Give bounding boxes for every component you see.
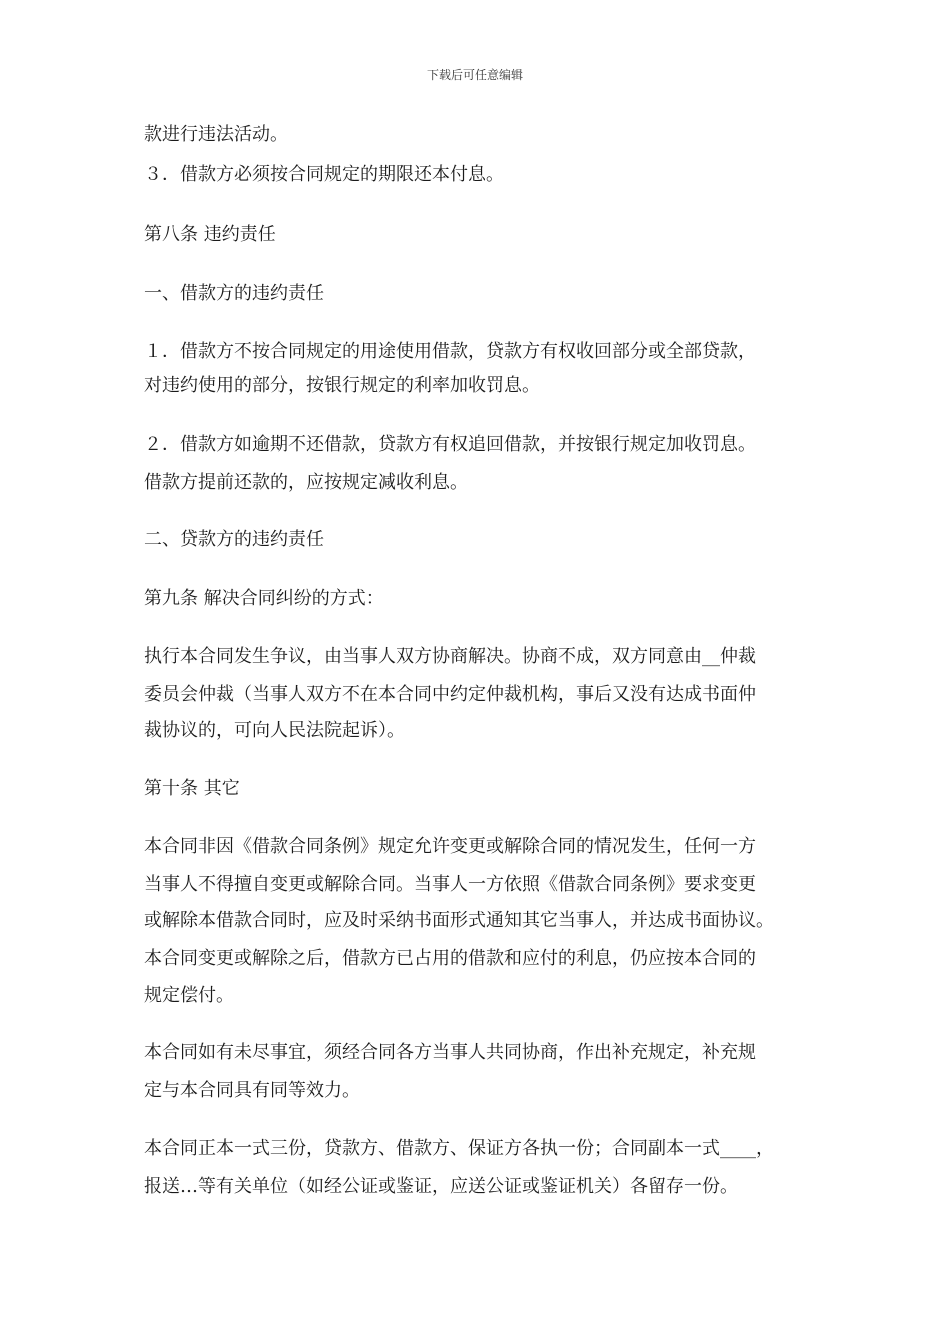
clause-item: ２．借款方如逾期不还借款，贷款方有权追回借款，并按银行规定加收罚息。 [144, 434, 756, 455]
text-line: 对违约使用的部分，按银行规定的利率加收罚息。 [144, 375, 540, 396]
article-heading: 第九条 解决合同纠纷的方式： [144, 588, 384, 609]
text-line: 报送…等有关单位（如经公证或鉴证，应送公证或鉴证机关）各留存一份。 [144, 1176, 738, 1197]
article-heading: 第十条 其它 [144, 778, 240, 799]
text-line: 本合同变更或解除之后，借款方已占用的借款和应付的利息，仍应按本合同的 [144, 948, 756, 969]
text-line: 或解除本借款合同时，应及时采纳书面形式通知其它当事人，并达成书面协议。 [144, 910, 774, 931]
text-line: 款进行违法活动。 [144, 124, 288, 145]
text-line: 本合同正本一式三份，贷款方、借款方、保证方各执一份；合同副本一式____， [144, 1138, 774, 1159]
section-heading: 二、贷款方的违约责任 [144, 529, 324, 550]
text-line: 本合同如有未尽事宜，须经合同各方当事人共同协商，作出补充规定，补充规 [144, 1042, 756, 1063]
text-line: 委员会仲裁（当事人双方不在本合同中约定仲裁机构，事后又没有达成书面仲 [144, 684, 756, 705]
clause-item: ３．借款方必须按合同规定的期限还本付息。 [144, 164, 504, 185]
text-line: 裁协议的，可向人民法院起诉）。 [144, 720, 405, 741]
text-line: 当事人不得擅自变更或解除合同。当事人一方依照《借款合同条例》要求变更 [144, 874, 756, 895]
text-line: 规定偿付。 [144, 985, 234, 1006]
section-heading: 一、借款方的违约责任 [144, 283, 324, 304]
text-line: 执行本合同发生争议，由当事人双方协商解决。协商不成，双方同意由__仲裁 [144, 646, 756, 667]
article-heading: 第八条 违约责任 [144, 224, 276, 245]
page-header: 下载后可任意编辑 [426, 68, 523, 82]
text-line: 定与本合同具有同等效力。 [144, 1080, 360, 1101]
text-line: 本合同非因《借款合同条例》规定允许变更或解除合同的情况发生，任何一方 [144, 836, 756, 857]
text-line: 借款方提前还款的，应按规定减收利息。 [144, 472, 468, 493]
clause-item: １．借款方不按合同规定的用途使用借款，贷款方有权收回部分或全部贷款， [144, 341, 756, 362]
